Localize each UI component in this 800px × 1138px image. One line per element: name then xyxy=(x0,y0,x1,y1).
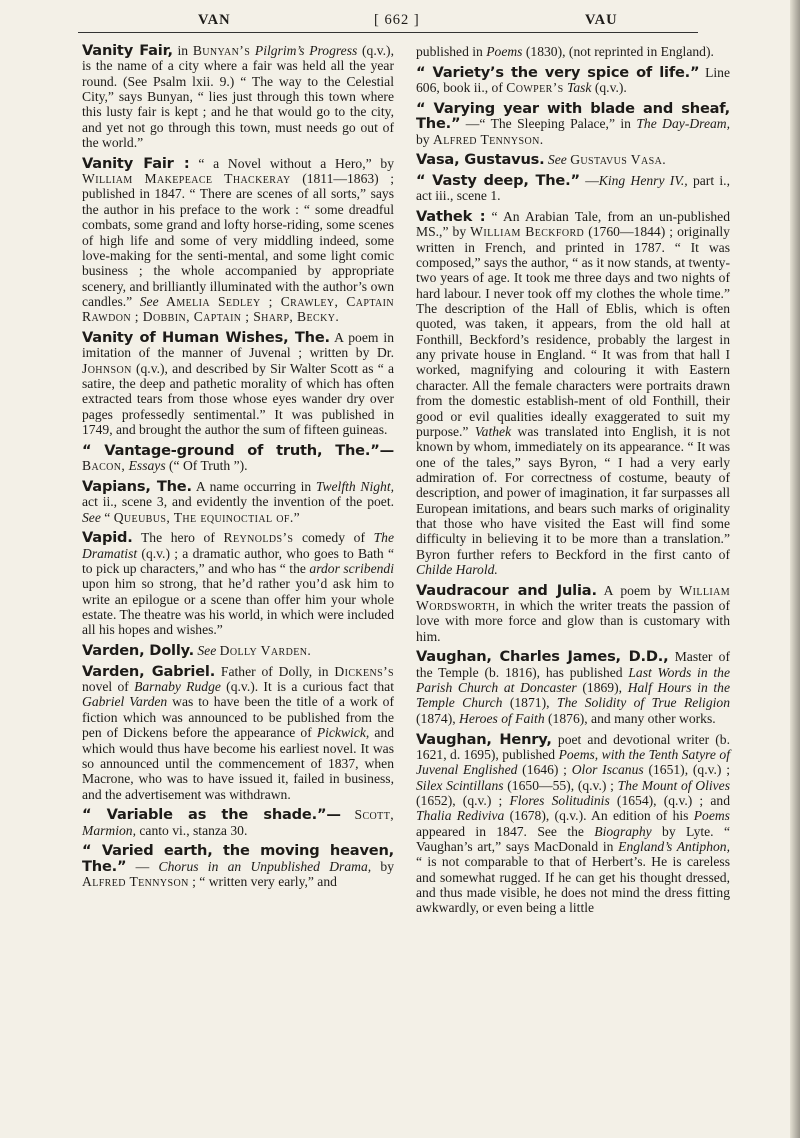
entry-body: Master of the Temple (b. 1816), has published Last Words in the Parish Church at Doncaster (1869), Half Hours in the Temple Church (1871), The Solidity of True Religion (1874), Heroes of Faith (1876), and many other works. xyxy=(416,649,731,726)
dictionary-entry xyxy=(416,649,730,726)
entry-body: published in Poems (1830), (not reprinted in England). xyxy=(416,44,714,59)
header-left-guide: VAN xyxy=(198,12,231,28)
entry-headword: Vanity Fair : xyxy=(82,154,190,172)
entry-body: A poem by William Wordsworth, in which the writer treats the passion of love with more force and glow than is customary with him. xyxy=(416,582,731,644)
entry-body: “ a Novel without a Hero,” by William Makepeace Thackeray (1811—1863) ; published in 1847. “ There are scenes of all sorts,” says the author in his preface to the work : “ some dreadful combats, some grand and lofty horse-riding, some scenes of high life and some of very middling indeed, some love-making for the senti-mental, and some light comic business ; the whole accompanied by appropriate scenery, and brilliantly illuminated with the author’s own candles.” See Amelia Sedley ; Crawley, Captain Rawdon ; Dobbin, Captain ; Sharp, Becky. xyxy=(82,155,395,325)
entry-body: The hero of Reynolds’s comedy of The Dramatist (q.v.) ; a dramatic author, who goes to Bath “ to pick up characters,” and who has “ the ardor scribendi upon him so strong, that he’d rather you’d ask him to write an epilogue or a scene than offer him your whole estate. The theatre was his world, in which were included all his hopes and wishes.” xyxy=(82,530,394,638)
dictionary-entry xyxy=(82,330,394,437)
entry-headword: “ Variable as the shade.”— xyxy=(82,806,341,824)
dictionary-entry xyxy=(82,443,394,474)
entry-headword: Varden, Gabriel. xyxy=(82,662,216,680)
dictionary-entry xyxy=(82,843,394,889)
entry-body: —“ The Sleeping Palace,” in The Day-Dream, by Alfred Tennyson. xyxy=(416,116,730,147)
dictionary-entry xyxy=(82,664,394,802)
entry-body: —King Henry IV., part i., act iii., scene 1. xyxy=(416,172,730,204)
entry-body: Line 606, book ii., of Cowper’s Task (q.v.). xyxy=(416,64,730,96)
dictionary-entry xyxy=(416,209,730,577)
dictionary-entry xyxy=(416,173,730,204)
page-edge-shadow xyxy=(790,0,800,1138)
header-right-guide: VAU xyxy=(585,12,618,28)
entry-headword: Vathek : xyxy=(416,208,486,226)
entry-body: A name occurring in Twelfth Night, act ii., scene 3, and evidently the invention of the poet. See “ Queubus, The equinoctial of.” xyxy=(82,478,395,525)
dictionary-entry xyxy=(416,65,730,96)
entry-headword: Varden, Dolly. xyxy=(82,642,194,660)
dictionary-entry xyxy=(416,152,730,167)
dictionary-entry xyxy=(82,807,394,838)
entry-headword: “ Varying year with blade and sheaf, The.” xyxy=(416,99,730,133)
left-column xyxy=(82,43,394,895)
entry-headword: Vasa, Gustavus. xyxy=(416,151,545,169)
entry-body: Father of Dolly, in Dickens’s novel of Barnaby Rudge (q.v.). It is a curious fact that Gabriel Varden was to have been the title of a work of fiction which was announced to be published from the pen of Dickens before the appearance of Pickwick, and which would thus have become his earliest novel. It was so announced until the commencement of 1837, when Macrone, who was to have issued it, failed in business, and the advertisement was withdrawn. xyxy=(82,663,394,802)
dictionary-entry xyxy=(82,643,394,658)
entry-body: in Bunyan’s Pilgrim’s Progress (q.v.), is the name of a city where a fair was held all the year round. (See Psalm lxii. 9.) “ The way to the Celestial City,” says Bunyan, “ lies just through this town where this lusty fair is kept ; and he that would go to the city, and yet not go through this town, must needs go out of the world.” xyxy=(82,43,394,151)
entry-headword: Vaudracour and Julia. xyxy=(416,581,597,599)
entry-body: — Chorus in an Unpublished Drama, by Alfred Tennyson ; “ written very early,” and xyxy=(82,858,394,890)
header-rule xyxy=(78,32,698,33)
dictionary-entry xyxy=(82,530,394,637)
entry-headword: Vapians, The. xyxy=(82,477,192,495)
entry-headword: Vanity Fair, xyxy=(82,42,173,59)
entry-body: A poem in imitation of the manner of Juvenal ; written by Dr. Johnson (q.v.), and described by Sir Walter Scott as “ a satire, the deep and pathetic morality of which has often extracted tears from those whose eyes wander dry over pages professedly sentimental.” It was published in 1749, and brought the author the sum of fifteen guineas. xyxy=(82,329,395,438)
entry-headword: Vanity of Human Wishes, The. xyxy=(82,328,330,346)
dictionary-entry xyxy=(82,479,394,525)
dictionary-entry xyxy=(416,583,730,644)
dictionary-entry xyxy=(82,156,394,325)
page-number: [ 662 ] xyxy=(374,12,420,28)
right-column xyxy=(416,44,730,921)
running-header xyxy=(78,12,696,40)
entry-body: See Gustavus Vasa. xyxy=(547,152,667,168)
entry-headword: “ Vantage-ground of truth, The.”— xyxy=(82,441,394,459)
dictionary-entry xyxy=(416,44,730,59)
entry-headword: “ Varied earth, the moving heaven, The.” xyxy=(82,842,394,875)
dictionary-entry xyxy=(416,732,730,916)
dictionary-entry xyxy=(82,43,394,150)
entry-headword: Vapid. xyxy=(82,529,133,547)
entry-headword: Vaughan, Henry, xyxy=(416,730,552,748)
entry-body: See Dolly Varden. xyxy=(197,643,312,659)
entry-body: Scott, Marmion, canto vi., stanza 30. xyxy=(82,807,394,838)
entry-body: “ An Arabian Tale, from an un-published MS.,” by William Beckford (1760—1844) ; originally written in French, and printed in 1787. “ It was composed,” says the author, “ as it now stands, at twenty-two years of age. It took me three days and two nights of hard labour. I never took off my clothes the whole time.” The description of the Hall of Eblis, which is often quoted, was taken, it appears, from the old hall at Fonthill, Beckford’s residence, probably the largest in any private house in England. “ It was from that hall I worked, magnifying and colouring it with Eastern character. All the female characters were portraits drawn from the domestic establish-ment of old Fonthill, their good or evil qualities ideally exaggerated to suit my purpose.” Vathek was translated into English, it is not known by whom, immediately on its appearance. “ It was one of the tales,” says Byron, “ I had a very early admiration of. For correctness of costume, beauty of description, and power of imagination, it far surpasses all European imitations, and bears such marks of originality that those who have visited the East will find some difficulty in believing it to be more than a translation.” Byron further refers to Beckford in the first canto of Childe Harold. xyxy=(416,209,730,577)
entry-body: Bacon, Essays (“ Of Truth ”). xyxy=(82,458,248,474)
entry-headword: “ Vasty deep, The.” xyxy=(416,171,580,189)
dictionary-entry xyxy=(416,101,730,147)
entry-headword: Vaughan, Charles James, D.D., xyxy=(416,648,669,666)
entry-headword: “ Variety’s the very spice of life.” xyxy=(416,63,700,81)
entry-body: poet and devotional writer (b. 1621, d. 1695), published Poems, with the Tenth Satyre of Juvenal Englished (1646) ; Olor Iscanus (1651), (q.v.) ; Silex Scintillans (1650—55), (q.v.) ; The Mount of Olives (1652), (q.v.) ; Flores Solitudinis (1654), (q.v.) ; and Thalia Rediviva (1678), (q.v.). An edition of his Poems appeared in 1847. See the Biography by Lyte. “ Vaughan’s art,” says MacDonald in England’s Antiphon, “ is not comparable to that of Herbert’s. He is careless and somewhat rugged. If he can get his thought dressed, and thus made visible, he does not mind the dress fitting awkwardly, or even being a little xyxy=(416,731,730,916)
